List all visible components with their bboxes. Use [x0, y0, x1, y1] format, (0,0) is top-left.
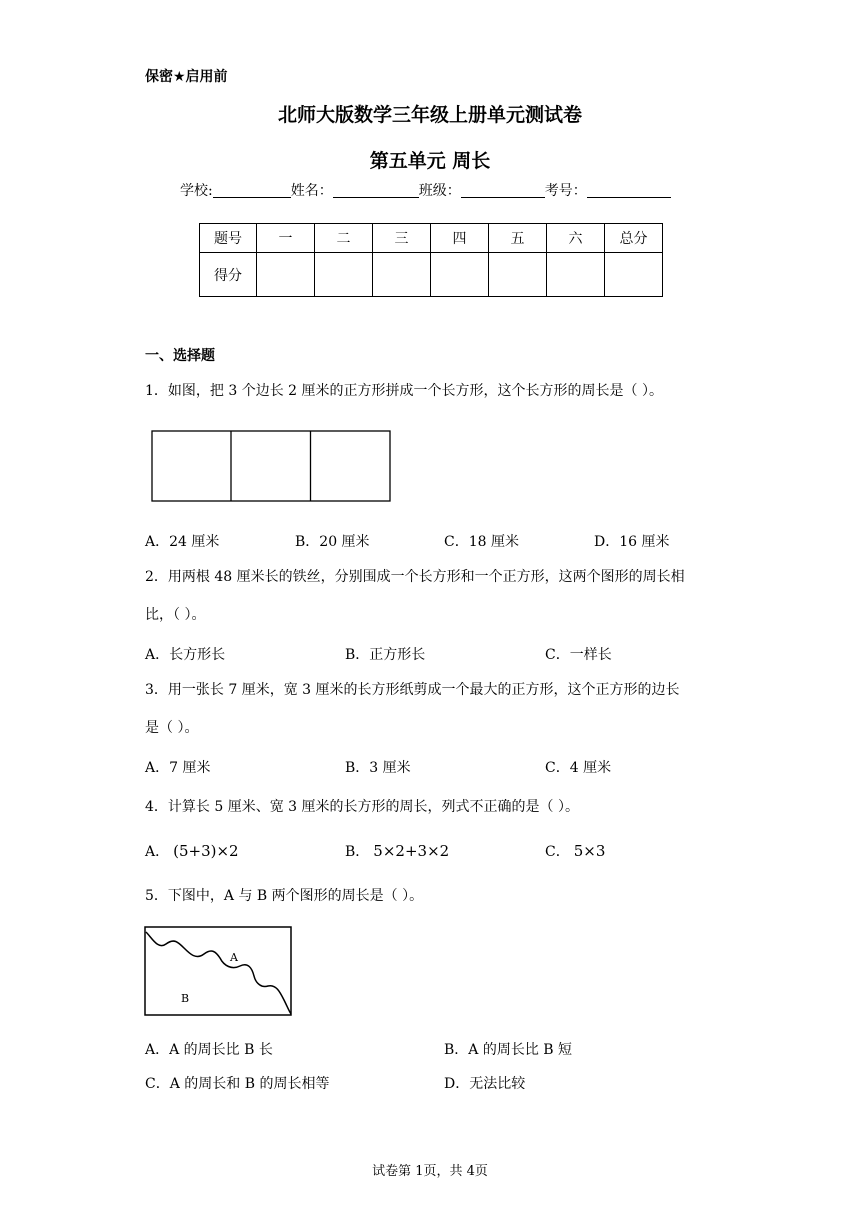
- q5-option-c[interactable]: C．A 的周长和 B 的周长相等: [145, 1076, 330, 1092]
- question-5-stem: 5．下图中，A 与 B 两个图形的周长是（ ）。: [145, 888, 424, 904]
- q4-option-c-letter: C．: [545, 844, 570, 860]
- q4-option-c[interactable]: [545, 841, 605, 861]
- q4-option-b-letter: B．: [345, 844, 370, 860]
- exam-no-blank[interactable]: [587, 183, 671, 198]
- q3-option-b[interactable]: B．3 厘米: [345, 760, 411, 776]
- q4-option-b[interactable]: [345, 841, 449, 861]
- question-2-stem-line2: 比，（ ）。: [145, 607, 206, 623]
- confidential-label: 保密★启用前: [145, 69, 228, 85]
- unit-subtitle: 第五单元 周长: [369, 150, 491, 172]
- question-4-stem: 4．计算长 5 厘米、宽 3 厘米的长方形的周长，列式不正确的是（ ）。: [145, 799, 579, 815]
- q4-option-a-letter: A．: [145, 844, 170, 860]
- score-header-cell: 三: [373, 224, 431, 253]
- score-header-cell: 六: [547, 224, 605, 253]
- score-cell[interactable]: [431, 253, 489, 297]
- q4-formula-a: (5+3)×2: [173, 842, 239, 860]
- score-cell[interactable]: [605, 253, 663, 297]
- region-a-label: A: [230, 951, 238, 964]
- section-title: 一、选择题: [145, 348, 215, 364]
- class-label: 班级：: [418, 183, 461, 199]
- question-3-stem-line2: 是（ ）。: [145, 720, 199, 736]
- wavy-rectangle-figure: [144, 926, 294, 1018]
- score-header-cell: 四: [431, 224, 489, 253]
- score-cell[interactable]: [489, 253, 547, 297]
- question-1-stem: 1．如图，把 3 个边长 2 厘米的正方形拼成一个长方形，这个长方形的周长是（ ）。: [145, 383, 663, 399]
- score-header-cell: 题号: [200, 224, 257, 253]
- score-header-cell: 二: [315, 224, 373, 253]
- q5-option-b[interactable]: B．A 的周长比 B 短: [444, 1042, 573, 1058]
- q1-option-b[interactable]: B．20 厘米: [295, 534, 370, 550]
- q5-option-a[interactable]: A．A 的周长比 B 长: [145, 1042, 273, 1058]
- q3-option-a[interactable]: A．7 厘米: [145, 760, 211, 776]
- school-blank[interactable]: [213, 183, 291, 198]
- name-label: 姓名：: [290, 183, 333, 199]
- exam-title: 北师大版数学三年级上册单元测试卷: [277, 104, 582, 126]
- name-blank[interactable]: [333, 183, 419, 198]
- score-cell[interactable]: [257, 253, 315, 297]
- q4-option-a[interactable]: [145, 841, 239, 861]
- score-header-cell: 一: [257, 224, 315, 253]
- q2-option-a[interactable]: A．长方形长: [145, 647, 226, 663]
- exam-no-label: 考号：: [544, 183, 587, 199]
- q1-option-a[interactable]: A．24 厘米: [145, 534, 220, 550]
- question-3-stem-line1: 3．用一张长 7 厘米，宽 3 厘米的长方形纸剪成一个最大的正方形，这个正方形的边长: [145, 682, 680, 698]
- school-label: 学校:: [180, 183, 213, 199]
- q4-formula-c: 5×3: [573, 842, 606, 860]
- q2-option-b[interactable]: B．正方形长: [345, 647, 426, 663]
- q3-option-c[interactable]: C．4 厘米: [545, 760, 612, 776]
- q4-formula-b: 5×2+3×2: [373, 842, 450, 860]
- q1-option-c[interactable]: C．18 厘米: [444, 534, 519, 550]
- score-table: [199, 223, 663, 297]
- score-table-score-row: [200, 253, 663, 297]
- class-blank[interactable]: [461, 183, 545, 198]
- score-cell[interactable]: [547, 253, 605, 297]
- q2-option-c[interactable]: C．一样长: [545, 647, 612, 663]
- q5-option-d[interactable]: D．无法比较: [444, 1076, 526, 1092]
- score-cell[interactable]: [315, 253, 373, 297]
- score-header-cell: 五: [489, 224, 547, 253]
- q1-option-d[interactable]: D．16 厘米: [594, 534, 670, 550]
- three-squares-figure: [151, 430, 393, 504]
- score-header-cell: 总分: [605, 224, 663, 253]
- score-table-header-row: [200, 224, 663, 253]
- page-footer: 试卷第 1页，共 4页: [372, 1164, 488, 1179]
- region-b-label: B: [181, 992, 190, 1005]
- student-info-line: [180, 180, 671, 200]
- score-row-label: 得分: [200, 253, 257, 297]
- question-2-stem-line1: 2．用两根 48 厘米长的铁丝，分别围成一个长方形和一个正方形，这两个图形的周长相: [145, 569, 685, 585]
- score-cell[interactable]: [373, 253, 431, 297]
